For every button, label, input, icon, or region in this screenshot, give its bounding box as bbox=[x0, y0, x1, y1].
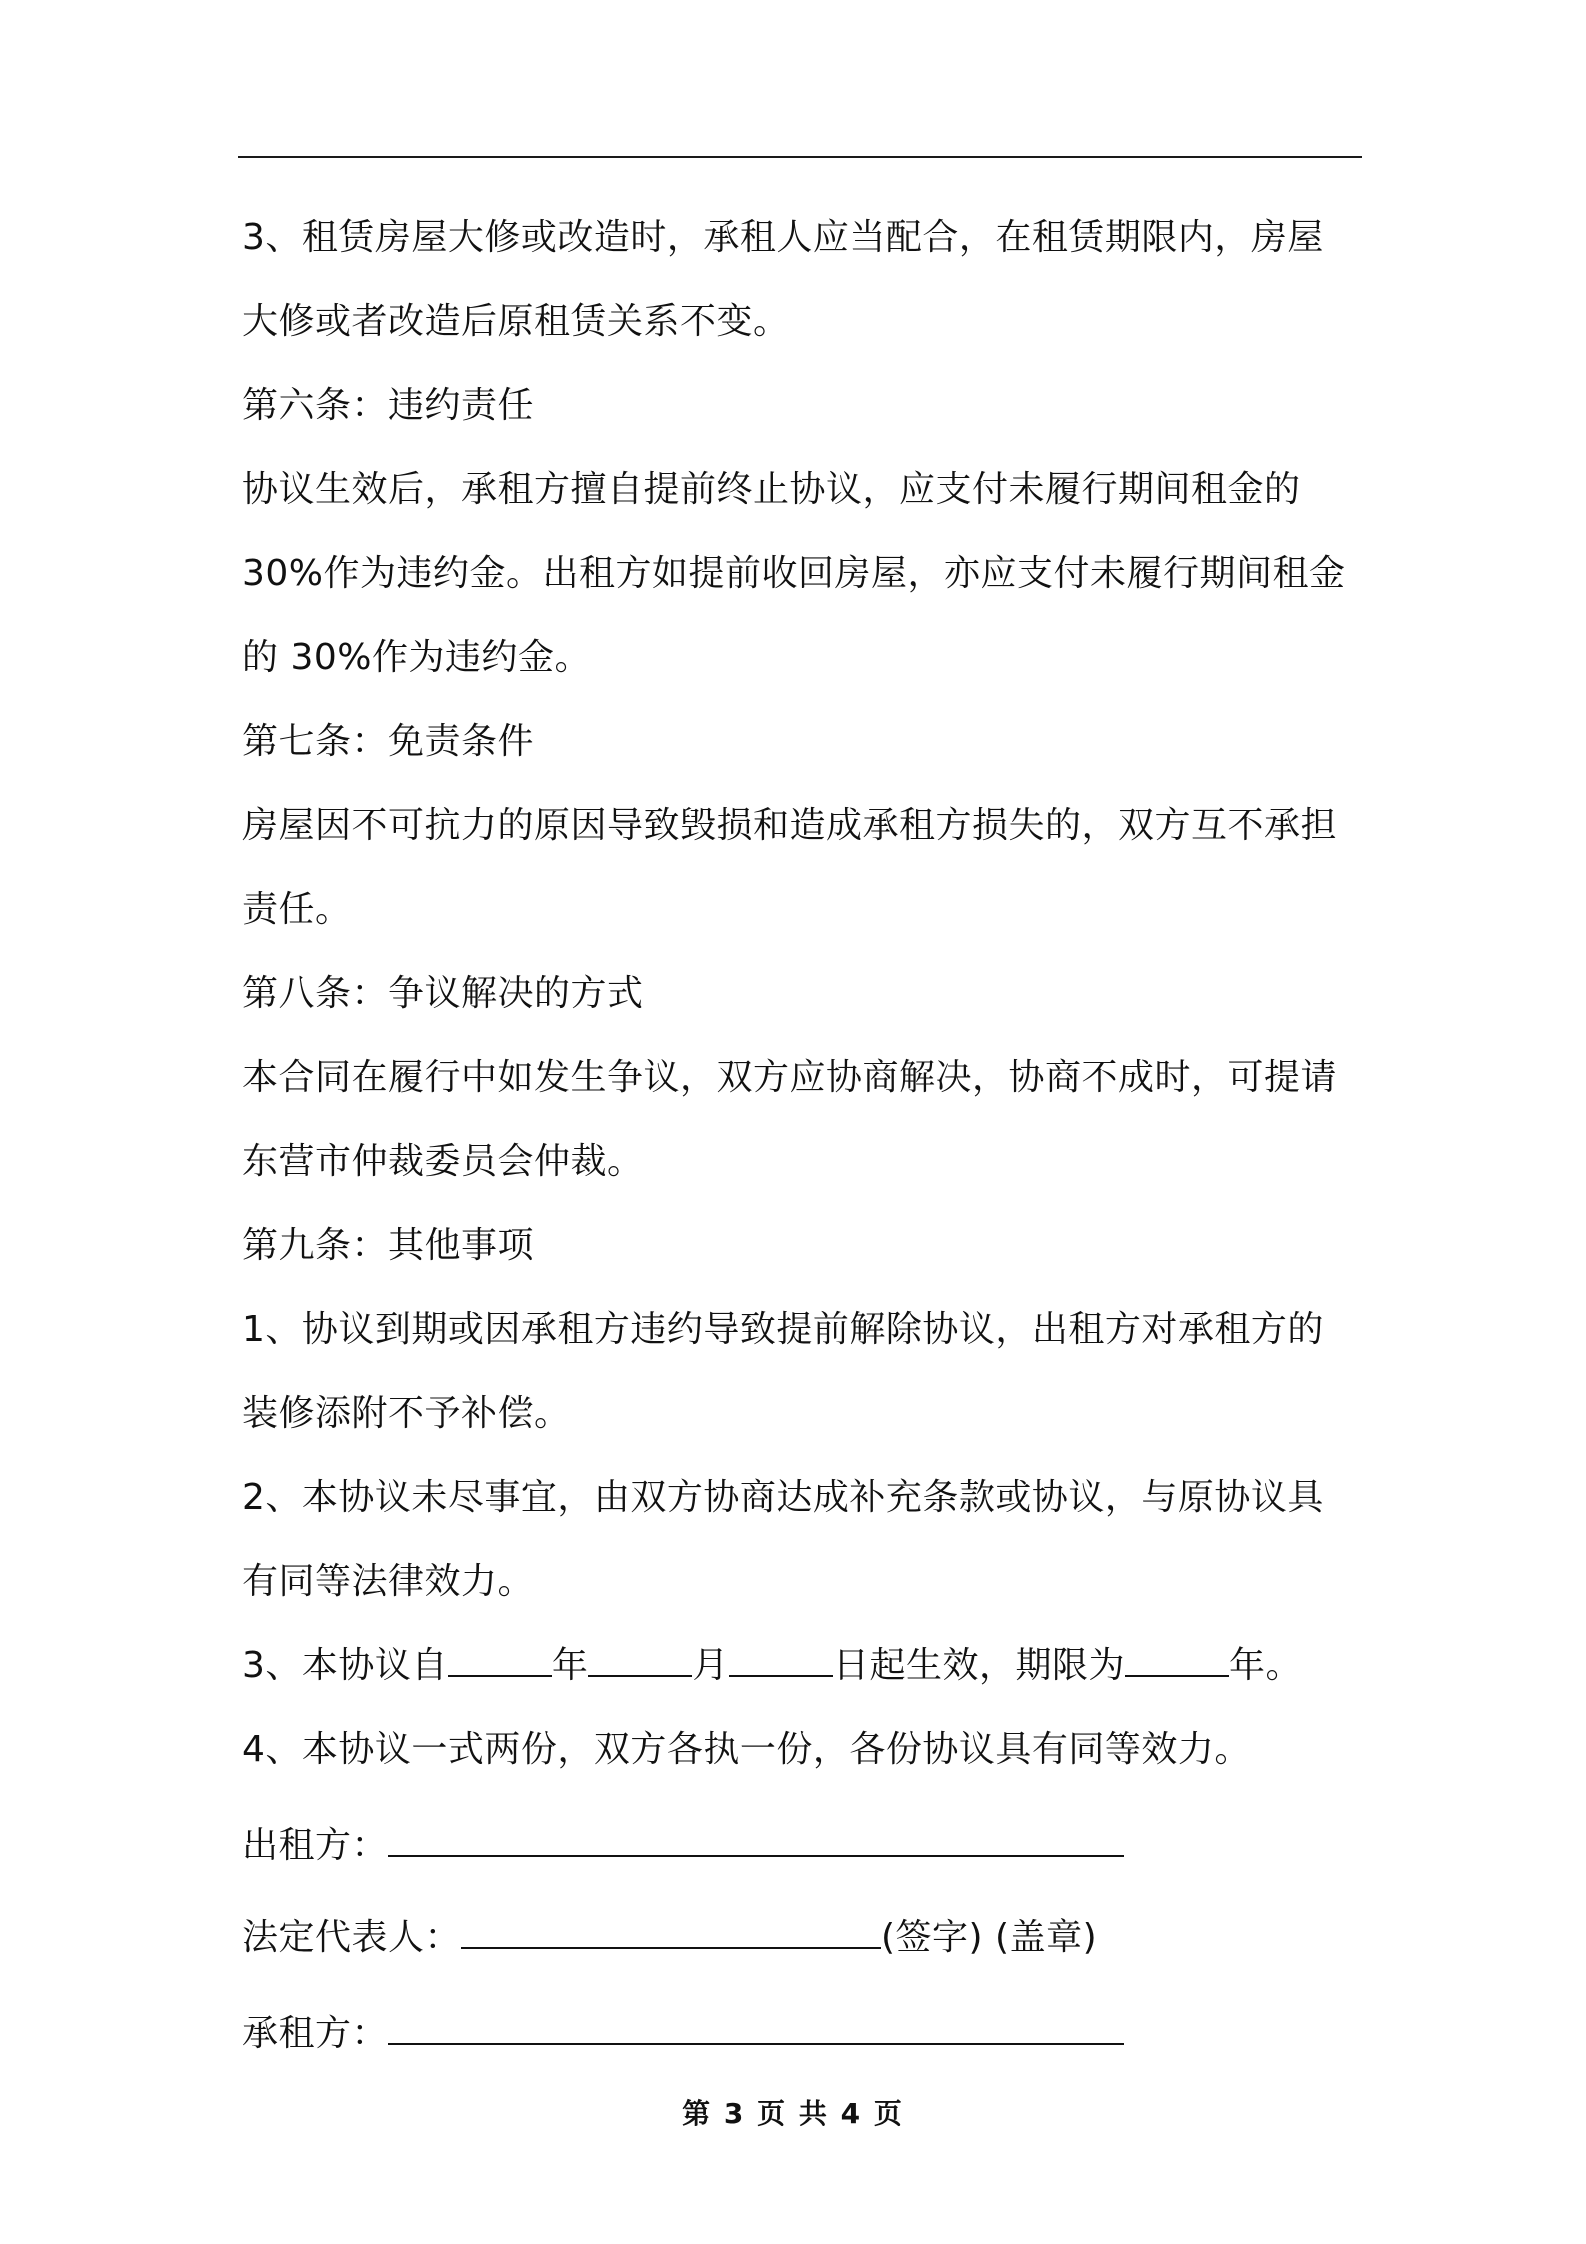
body-line: 协议生效后，承租方擅自提前终止协议，应支付未履行期间租金的 bbox=[242, 469, 1301, 510]
body-line: 东营市仲裁委员会仲裁。 bbox=[242, 1141, 644, 1182]
lessee-label: 承租方： bbox=[242, 2013, 389, 2054]
lessor-signature-line bbox=[242, 1804, 1362, 1888]
lessor-label: 出租方： bbox=[242, 1825, 389, 1866]
month-blank bbox=[588, 1645, 692, 1677]
body-line: 有同等法律效力。 bbox=[242, 1561, 535, 1602]
effective-clause-prefix: 3、本协议自 bbox=[242, 1645, 448, 1686]
sign-seal-label: (签字) (盖章) bbox=[881, 1917, 1098, 1958]
lessor-blank bbox=[388, 1825, 1124, 1857]
section-heading-article-9: 第九条：其他事项 bbox=[242, 1225, 535, 1266]
body-line: 1、协议到期或因承租方违约导致提前解除协议，出租方对承租方的 bbox=[242, 1309, 1324, 1350]
copies-clause: 4、本协议一式两份，双方各执一份，各份协议具有同等效力。 bbox=[242, 1729, 1251, 1770]
body-line: 房屋因不可抗力的原因导致毁损和造成承租方损失的，双方互不承担 bbox=[242, 805, 1338, 846]
section-heading-article-8: 第八条：争议解决的方式 bbox=[242, 973, 644, 1014]
section-heading-article-7: 第七条：免责条件 bbox=[242, 721, 535, 762]
body-line: 3、租赁房屋大修或改造时，承租人应当配合，在租赁期限内，房屋 bbox=[242, 217, 1324, 258]
legal-rep-signature-line bbox=[242, 1896, 1362, 1980]
body-line: 2、本协议未尽事宜，由双方协商达成补充条款或协议，与原协议具 bbox=[242, 1477, 1324, 1518]
body-line: 责任。 bbox=[242, 889, 352, 930]
lessee-blank bbox=[388, 2013, 1124, 2045]
effective-date-clause bbox=[242, 1624, 1362, 1708]
header-rule bbox=[238, 156, 1362, 158]
body-line: 30%作为违约金。出租方如提前收回房屋，亦应支付未履行期间租金 bbox=[242, 553, 1346, 594]
body-line: 装修添附不予补偿。 bbox=[242, 1393, 571, 1434]
body-line: 的 30%作为违约金。 bbox=[242, 637, 591, 678]
body-line: 大修或者改造后原租赁关系不变。 bbox=[242, 301, 790, 342]
lessee-signature-line bbox=[242, 1992, 1362, 2076]
legal-rep-label: 法定代表人： bbox=[242, 1917, 462, 1958]
term-label: 年。 bbox=[1228, 1645, 1302, 1686]
document-body bbox=[242, 196, 1362, 2076]
section-heading-article-6: 第六条：违约责任 bbox=[242, 385, 535, 426]
day-blank bbox=[729, 1645, 833, 1677]
body-line: 本合同在履行中如发生争议，双方应协商解决，协商不成时，可提请 bbox=[242, 1057, 1338, 1098]
legal-rep-blank bbox=[461, 1917, 881, 1949]
term-blank bbox=[1125, 1645, 1229, 1677]
page-footer: 第 3 页 共 4 页 bbox=[682, 2097, 904, 2130]
year-label: 年 bbox=[551, 1645, 589, 1686]
month-label: 月 bbox=[692, 1645, 729, 1686]
year-blank bbox=[448, 1645, 552, 1677]
day-label: 日起生效，期限为 bbox=[832, 1645, 1125, 1686]
